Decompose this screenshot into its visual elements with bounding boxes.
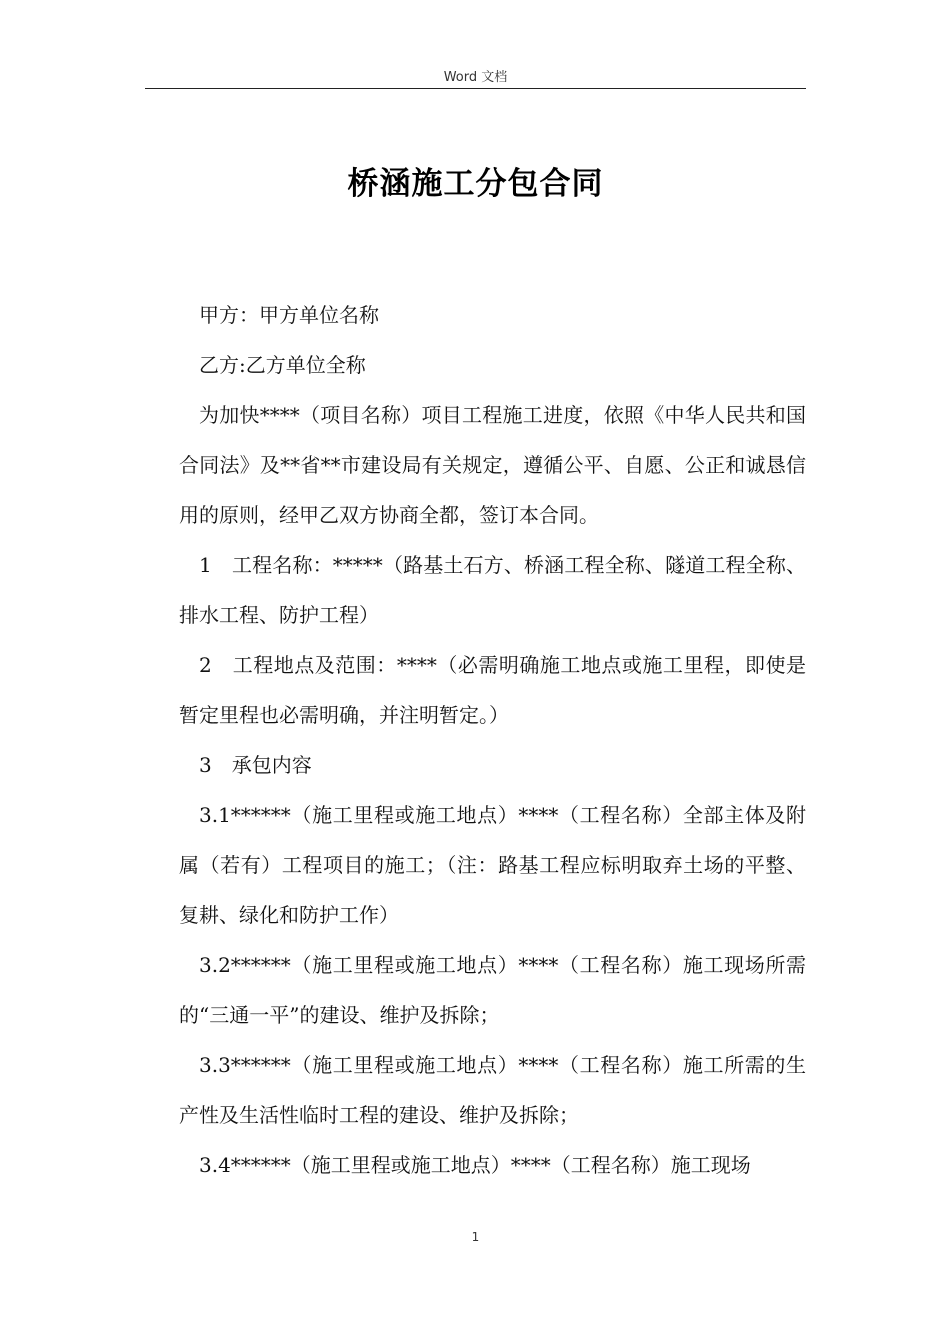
paragraph-clause-3-3: 3.3******（施工里程或施工地点）****（工程名称）施工所需的生产性及生活性临时工程的建设、维护及拆除； [179,1053,806,1127]
header-divider [145,88,806,89]
paragraph-project-name: 1 工程名称：*****（路基土石方、桥涵工程全称、隧道工程全称、排水工程、防护工程） [179,553,806,627]
document-body [179,290,806,1190]
page-number: 1 [471,1230,480,1244]
paragraph-clause-3-2: 3.2******（施工里程或施工地点）****（工程名称）施工现场所需的“三通一平”的建设、维护及拆除； [179,953,806,1027]
paragraph-party-b: 乙方:乙方单位全称 [199,353,366,377]
document-title: 桥涵施工分包合同 [347,166,604,202]
paragraph-project-location: 2 工程地点及范围：****（必需明确施工地点或施工里程，即使是暂定里程也必需明确，并注明暂定。） [179,653,806,727]
paragraph-party-a: 甲方：甲方单位名称 [199,303,379,327]
paragraph-scope-heading: 3 承包内容 [199,753,312,777]
paragraph-clause-3-4: 3.4******（施工里程或施工地点）****（工程名称）施工现场 [199,1153,751,1177]
paragraph-clause-3-1: 3.1******（施工里程或施工地点）****（工程名称）全部主体及附属（若有）工程项目的施工；（注：路基工程应标明取弃土场的平整、复耕、绿化和防护工作） [179,803,806,927]
page-header: Word 文档 [443,70,508,85]
paragraph-preamble: 为加快****（项目名称）项目工程施工进度，依照《中华人民共和国合同法》及**省**市建设局有关规定，遵循公平、自愿、公正和诚恳信用的原则，经甲乙双方协商全都，签订本合同。 [179,403,806,527]
